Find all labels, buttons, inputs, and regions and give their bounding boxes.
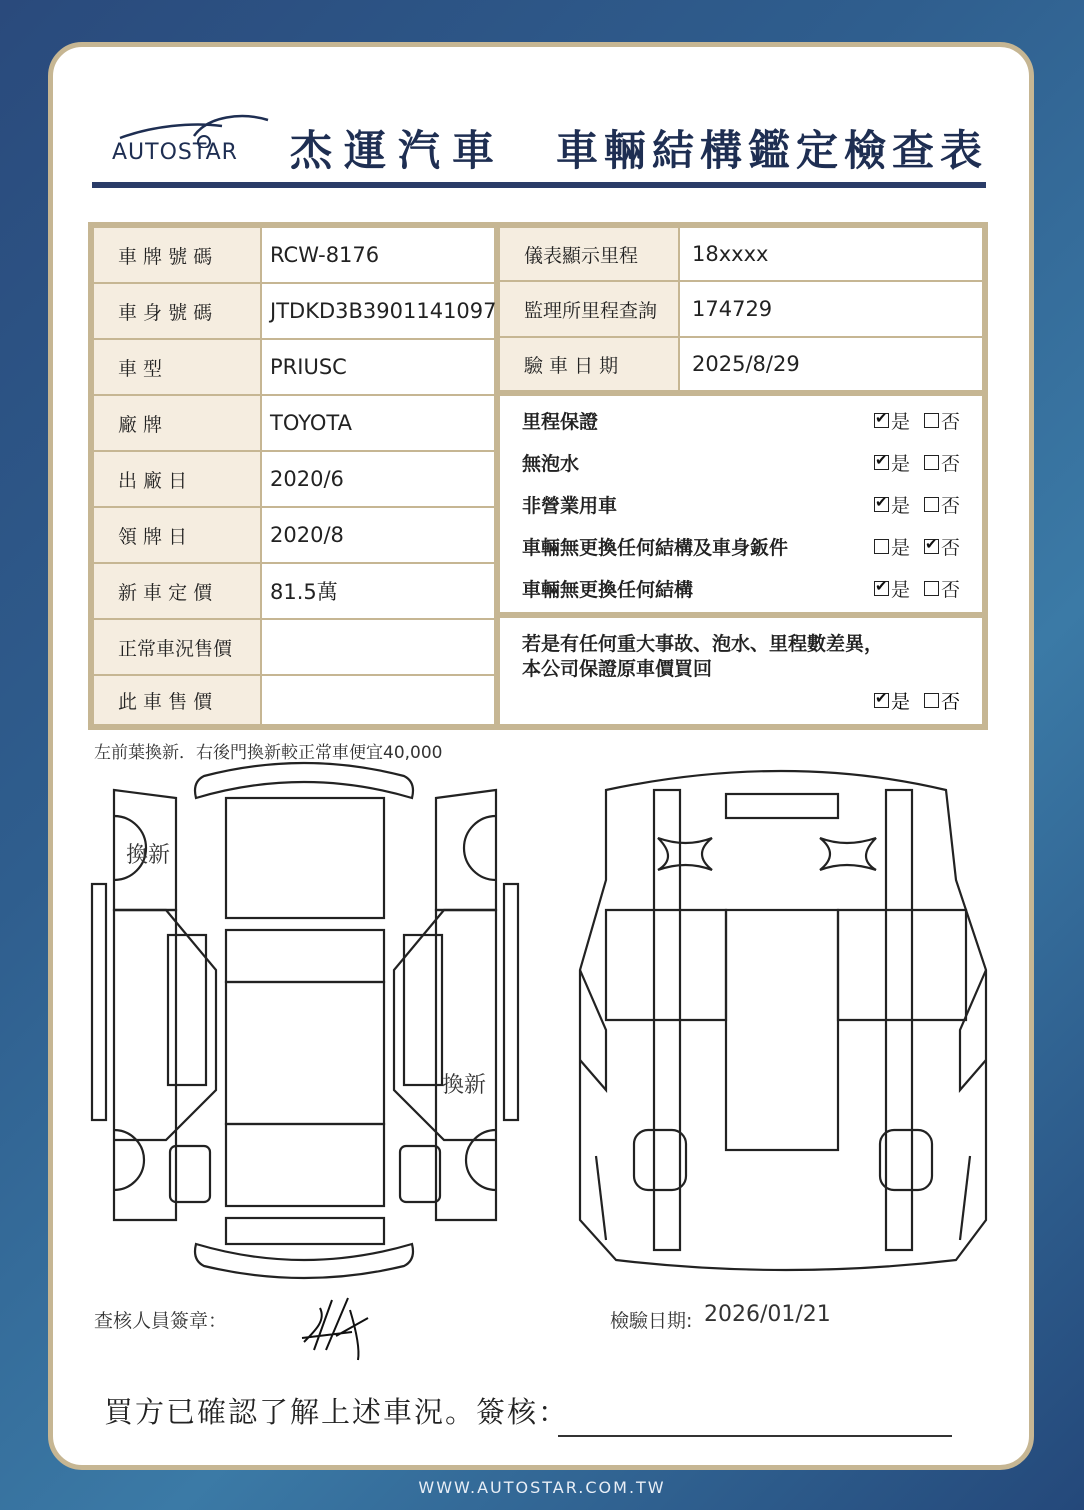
damage-remark: 左前葉換新．右後門換新較正常車便宜40,000 — [94, 743, 443, 763]
yes-checkbox[interactable] — [874, 413, 889, 428]
inspector-signature-label: 查核人員簽章： — [94, 1310, 228, 1332]
front-crossmember — [726, 794, 838, 818]
no-checkbox[interactable] — [924, 581, 939, 596]
yes-checkbox[interactable] — [874, 455, 889, 470]
check-row — [522, 568, 960, 608]
row-value: PRIUSC — [270, 355, 347, 379]
right-wheel-arch — [464, 816, 496, 880]
row-value: TOYOTA — [270, 411, 352, 435]
check-options — [860, 449, 960, 476]
no-label: 否 — [940, 691, 960, 713]
check-options — [860, 533, 960, 560]
row-label-text: 廠 牌 — [118, 413, 163, 436]
row-label: 出 廠 日 — [94, 452, 262, 506]
no-label: 否 — [940, 578, 960, 601]
yes-checkbox[interactable] — [874, 581, 889, 596]
yes-label: 是 — [890, 452, 910, 475]
row-value — [270, 620, 494, 674]
hood-panel — [226, 798, 384, 918]
check-options — [860, 407, 960, 434]
no-label: 否 — [940, 452, 960, 475]
right-rocker — [504, 884, 518, 1120]
center-floor — [726, 910, 838, 1150]
info-row — [94, 340, 494, 396]
right-front-fender — [436, 790, 496, 910]
row-label — [94, 340, 262, 394]
windshield-panel — [226, 930, 384, 982]
document-title: 車輛結構鑑定檢查表 — [556, 126, 989, 175]
info-row — [94, 396, 494, 452]
logo-text: AUTOSTAR — [112, 140, 238, 165]
left-side-body — [114, 910, 176, 1220]
check-options — [860, 575, 960, 602]
yes-label: 是 — [890, 691, 910, 713]
row-value: 174729 — [692, 297, 773, 321]
right-front-floor — [838, 910, 966, 1020]
no-checkbox[interactable] — [924, 497, 939, 512]
buyer-signature-line[interactable] — [558, 1435, 952, 1437]
no-label: 否 — [940, 410, 960, 433]
inspection-date-label: 檢驗日期: — [610, 1310, 693, 1332]
row-label — [94, 396, 262, 450]
info-row — [94, 228, 494, 284]
right-tail — [400, 1146, 440, 1202]
info-row — [500, 228, 982, 282]
guarantee-options — [860, 687, 960, 714]
yes-label: 是 — [890, 410, 910, 433]
no-checkbox[interactable] — [924, 693, 939, 708]
replaced-tag-right-door: 換新 — [442, 1073, 487, 1098]
no-checkbox[interactable] — [924, 455, 939, 470]
check-label: 里程保證 — [522, 410, 599, 433]
guarantee-line-1: 若是有任何重大事故、泡水、里程數差異， — [522, 633, 884, 655]
check-row — [522, 484, 960, 524]
left-sill — [580, 970, 606, 1090]
check-label: 無泡水 — [522, 452, 580, 475]
check-label: 車輛無更換任何結構及車身鈑件 — [522, 536, 789, 559]
yes-label: 是 — [890, 578, 910, 601]
title-divider — [92, 182, 986, 188]
left-doors — [114, 910, 216, 1140]
rear-window-panel — [226, 1124, 384, 1206]
suspension-mount-left — [658, 838, 712, 870]
left-rear-edge — [596, 1156, 606, 1240]
autostar-logo — [112, 112, 272, 172]
vehicle-info-right — [500, 228, 982, 390]
row-label-text: 車 型 — [118, 357, 163, 380]
check-label: 非營業用車 — [522, 494, 618, 517]
info-row — [94, 676, 494, 724]
company-name: 杰運汽車 — [290, 126, 507, 175]
info-row — [94, 620, 494, 676]
left-rear-wheel-well — [634, 1130, 686, 1190]
checklist — [500, 396, 982, 612]
row-value: RCW-8176 — [270, 243, 380, 267]
info-row — [500, 338, 982, 390]
website-footer[interactable]: WWW.AUTOSTAR.COM.TW — [418, 1478, 666, 1497]
yes-label: 是 — [890, 494, 910, 517]
check-row — [522, 442, 960, 482]
no-label: 否 — [940, 536, 960, 559]
guarantee-note — [500, 618, 982, 724]
info-row — [94, 452, 494, 508]
left-front-floor — [606, 910, 726, 1020]
no-label: 否 — [940, 494, 960, 517]
row-label: 此 車 售 價 — [94, 676, 262, 724]
no-checkbox[interactable] — [924, 413, 939, 428]
yes-label: 是 — [890, 536, 910, 559]
suspension-mount — [820, 838, 876, 870]
row-value: 2020/6 — [270, 467, 344, 491]
check-label: 車輛無更換任何結構 — [522, 578, 694, 601]
row-label: 正常車況售價 — [94, 620, 262, 674]
info-row — [94, 508, 494, 564]
right-doors — [394, 910, 496, 1140]
info-row — [94, 284, 497, 340]
rear-bumper — [195, 1244, 413, 1278]
guarantee-text — [522, 632, 883, 682]
right-side-body — [436, 910, 496, 1220]
car-underbody-view — [580, 771, 986, 1270]
yes-checkbox[interactable] — [874, 693, 889, 708]
row-value: 18xxxx — [692, 242, 769, 266]
yes-checkbox[interactable] — [874, 497, 889, 512]
check-row — [522, 526, 960, 566]
check-row — [522, 400, 960, 440]
row-value: JTDKD3B3901141097 — [270, 299, 497, 323]
row-value: 81.5萬 — [270, 580, 338, 604]
signature-image — [296, 1290, 386, 1370]
replaced-tag-left-fender: 換新 — [126, 843, 171, 868]
no-checkbox[interactable] — [924, 539, 939, 554]
trunk-panel — [226, 1218, 384, 1244]
left-rocker — [92, 884, 106, 1120]
row-label: 車 牌 號 碼 — [94, 228, 262, 282]
row-label: 監理所里程查詢 — [500, 282, 680, 336]
row-label: 領 牌 日 — [94, 508, 262, 562]
row-label: 儀表顯示里程 — [500, 228, 680, 280]
front-bumper — [195, 763, 413, 798]
info-row — [94, 564, 494, 620]
right-rear-wheel-well — [880, 1130, 932, 1190]
left-window — [168, 935, 206, 1085]
buyer-confirmation: 買方已確認了解上述車況。簽核： — [104, 1395, 570, 1429]
right-rear-edge — [960, 1156, 970, 1240]
row-label: 驗 車 日 期 — [500, 338, 680, 390]
right-sill — [960, 970, 986, 1090]
row-value: 2020/8 — [270, 523, 344, 547]
guarantee-line-2: 本公司保證原車價買回 — [522, 658, 713, 680]
inspection-date: 2026/01/21 — [704, 1302, 831, 1327]
row-value — [270, 676, 494, 724]
row-value: 2025/8/29 — [692, 352, 800, 376]
car-diagram — [86, 760, 996, 1280]
row-label: 新 車 定 價 — [94, 564, 262, 618]
info-row — [500, 282, 982, 338]
yes-checkbox[interactable] — [874, 539, 889, 554]
row-label: 車 身 號 碼 — [94, 284, 262, 338]
vehicle-info-left — [94, 228, 497, 724]
check-options — [860, 491, 960, 518]
roof-panel — [226, 982, 384, 1124]
